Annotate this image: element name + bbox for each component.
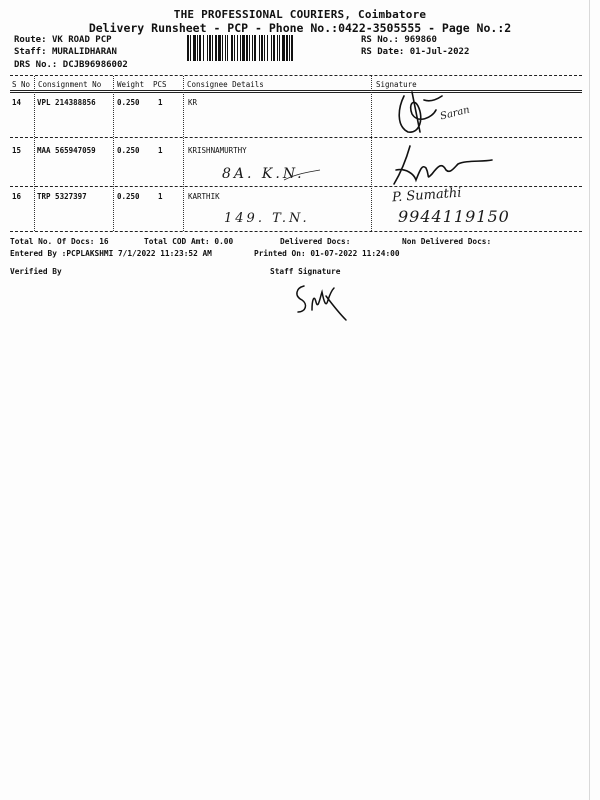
col-header-signature: Signature xyxy=(376,80,417,89)
signature-scribble xyxy=(386,140,496,190)
entered-by-label: Entered By : xyxy=(10,249,67,258)
company-title: THE PROFESSIONAL COURIERS, Coimbatore xyxy=(173,8,427,21)
drs-label: DRS No.: xyxy=(14,60,58,70)
row-pcs: 1 xyxy=(158,192,163,201)
runsheet-title: Delivery Runsheet - PCP - Phone No.:0422-3505555 - Page No.:2 xyxy=(88,21,512,35)
column-separator xyxy=(183,76,184,231)
row-sno: 14 xyxy=(12,98,22,107)
barcode-graphic xyxy=(187,35,342,61)
printed-on-value: 01-07-2022 11:24:00 xyxy=(310,249,400,258)
drs-value: DCJB96986002 xyxy=(62,60,128,70)
row-pcs: 1 xyxy=(158,146,163,155)
col-header-consignee: Consignee Details xyxy=(187,80,264,89)
route-value: VK ROAD PCP xyxy=(51,35,112,45)
rs-date-value: 01-Jul-2022 xyxy=(409,47,470,57)
row-divider xyxy=(10,186,582,187)
table-top-rule xyxy=(10,75,582,76)
row-consignment: TRP 5327397 xyxy=(37,192,87,201)
row-weight: 0.250 xyxy=(117,192,140,201)
rs-no-line xyxy=(361,35,437,45)
rs-date-label: RS Date: xyxy=(361,47,405,57)
total-cod-label: Total COD Amt: xyxy=(144,237,210,246)
scan-edge-line xyxy=(589,0,590,800)
staff-value: MURALIDHARAN xyxy=(51,47,117,57)
delivered-docs: Delivered Docs: xyxy=(280,237,351,246)
total-docs-label: Total No. Of Docs: xyxy=(10,237,95,246)
signature-scribble xyxy=(390,88,450,138)
staff-label: Staff: xyxy=(14,47,47,57)
col-header-pcs: PCS xyxy=(153,80,167,89)
handwritten-phone: 9944119150 xyxy=(398,207,510,226)
row-consignee: KARTHIK xyxy=(188,192,220,201)
row-consignment: VPL 214388856 xyxy=(37,98,96,107)
printed-on xyxy=(254,249,400,258)
rs-date-line xyxy=(361,47,469,57)
column-separator xyxy=(113,76,114,231)
non-delivered-docs: Non Delivered Docs: xyxy=(402,237,492,246)
route-label: Route: xyxy=(14,35,47,45)
printed-on-label: Printed On: xyxy=(254,249,306,258)
table-bottom-rule xyxy=(10,231,582,232)
row-consignment: MAA 565947059 xyxy=(37,146,96,155)
row-consignee: KR xyxy=(188,98,198,107)
row-divider xyxy=(10,137,582,138)
total-docs-value: 16 xyxy=(99,237,109,246)
column-separator xyxy=(371,76,372,231)
entered-by xyxy=(10,249,212,258)
column-separator xyxy=(34,76,35,231)
staff-line xyxy=(14,47,117,57)
col-header-sno: S No xyxy=(12,80,31,89)
table-header-rule xyxy=(10,90,582,93)
handwritten-receiver-name: P. Sumathi xyxy=(391,185,462,206)
handwritten-address: 149. T.N. xyxy=(224,211,310,226)
pen-stroke xyxy=(282,168,322,184)
rs-no-value: 969860 xyxy=(404,35,437,45)
row-pcs: 1 xyxy=(158,98,163,107)
verified-by-label: Verified By xyxy=(10,267,62,276)
rs-no-label: RS No.: xyxy=(361,35,399,45)
entered-by-value: PCPLAKSHMI 7/1/2022 11:23:52 AM xyxy=(66,249,212,258)
col-header-consignment: Consignment No xyxy=(38,80,102,89)
total-cod-value: 0.00 xyxy=(214,237,234,246)
row-sno: 16 xyxy=(12,192,22,201)
row-consignee: KRISHNAMURTHY xyxy=(188,146,247,155)
row-weight: 0.250 xyxy=(117,98,140,107)
row-sno: 15 xyxy=(12,146,22,155)
handwritten-address: 8A. K.N. xyxy=(222,166,305,182)
staff-signature-scribble xyxy=(292,280,352,322)
staff-signature-label: Staff Signature xyxy=(270,267,341,276)
row-weight: 0.250 xyxy=(117,146,140,155)
drs-line xyxy=(14,60,128,70)
handwritten-note: Saran xyxy=(439,104,471,123)
route-line xyxy=(14,35,112,45)
total-docs xyxy=(10,237,109,246)
col-header-weight: Weight xyxy=(117,80,145,89)
total-cod xyxy=(144,237,233,246)
